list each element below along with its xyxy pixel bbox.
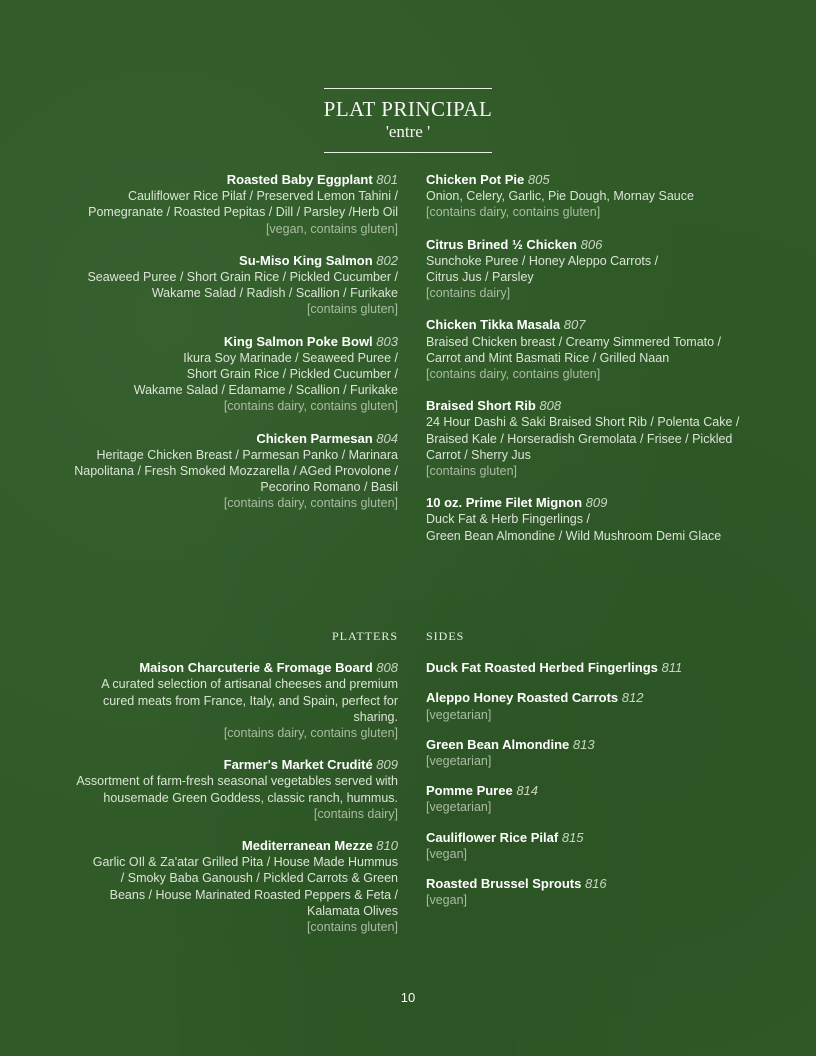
menu-item-description: housemade Green Goddess, classic ranch, hummus. — [103, 790, 398, 805]
menu-item-title — [426, 237, 786, 253]
menu-item-description: sharing. — [353, 709, 398, 724]
menu-item-title — [426, 737, 786, 753]
menu-item-dietary-note: [contains dairy, contains gluten] — [426, 205, 601, 220]
menu-item — [426, 783, 786, 815]
menu-item-number: 812 — [621, 690, 644, 706]
menu-item-title — [48, 838, 398, 854]
menu-item-name: Su-Miso King Salmon — [239, 252, 373, 268]
menu-item-description: Carrot / Sherry Jus — [426, 447, 531, 462]
menu-item-number: 810 — [376, 838, 398, 854]
menu-item-dietary-note: [contains dairy, contains gluten] — [223, 496, 398, 511]
menu-item-description: Green Bean Almondine / Wild Mushroom Demi Glace — [426, 528, 722, 543]
menu-item-number: 801 — [376, 172, 398, 187]
menu-item-name: King Salmon Poke Bowl — [223, 333, 373, 349]
menu-item-description: Napolitana / Fresh Smoked Mozzarella / AGed Provolone / — [74, 464, 398, 479]
menu-item — [48, 172, 398, 237]
menu-item-description: Wakame Salad / Radish / Scallion / Furikake — [151, 286, 398, 301]
menu-item-number: 816 — [584, 876, 607, 892]
menu-item — [426, 737, 786, 769]
header-top-rule — [324, 88, 492, 89]
menu-item-description: A curated selection of artisanal cheeses and premium — [101, 677, 398, 692]
menu-item-description: Assortment of farm-fresh seasonal vegetables served with — [76, 774, 398, 789]
page-number: 10 — [400, 990, 416, 1005]
menu-item-number: 802 — [376, 252, 398, 268]
menu-item-title — [48, 172, 398, 188]
menu-item-name: Chicken Parmesan — [256, 430, 373, 446]
menu-item-name: Green Bean Almondine — [426, 736, 570, 752]
menu-item — [426, 172, 786, 221]
menu-item-name: Roasted Baby Eggplant — [226, 172, 373, 187]
menu-item-description: 24 Hour Dashi & Saki Braised Short Rib / Polenta Cake / — [426, 415, 740, 430]
menu-item-title — [426, 398, 786, 414]
menu-item-dietary-note: [contains dairy, contains gluten] — [223, 399, 398, 414]
menu-item-number: 806 — [580, 236, 603, 252]
menu-item-description: Braised Kale / Horseradish Gremolata / Frisee / Pickled — [426, 431, 733, 446]
sides-list — [426, 660, 786, 908]
menu-item-title — [426, 660, 786, 676]
menu-item-name: Mediterranean Mezze — [241, 838, 373, 854]
menu-item — [48, 757, 398, 822]
menu-item-dietary-note: [contains gluten] — [426, 464, 518, 479]
menu-item-title — [48, 757, 398, 773]
menu-item-title — [426, 690, 786, 706]
menu-item-description: Onion, Celery, Garlic, Pie Dough, Mornay Sauce — [426, 189, 694, 204]
menu-item-description: Short Grain Rice / Pickled Cucumber / — [186, 367, 398, 382]
menu-item — [426, 398, 786, 479]
menu-item-dietary-note: [contains dairy, contains gluten] — [223, 726, 398, 741]
menu-item-description: Pecorino Romano / Basil — [260, 480, 398, 495]
menu-item-name: Chicken Pot Pie — [426, 172, 525, 187]
menu-item-description: Garlic OIl & Za'atar Grilled Pita / House Made Hummus — [92, 855, 398, 870]
menu-item — [426, 317, 786, 382]
page-title: PLAT PRINCIPAL — [323, 97, 493, 121]
menu-item — [48, 431, 398, 512]
menu-item-name: Duck Fat Roasted Herbed Fingerlings — [426, 660, 658, 676]
menu-item-description: Pomegranate / Roasted Pepitas / Dill / Parsley /Herb Oil — [88, 205, 398, 220]
menu-item-description: Sunchoke Puree / Honey Aleppo Carrots / — [426, 253, 659, 268]
menu-item-title — [48, 334, 398, 350]
menu-item-number: 811 — [661, 660, 683, 676]
menu-item-name: Pomme Puree — [426, 783, 513, 799]
menu-item-title — [426, 317, 786, 333]
menu-item-description: / Smoky Baba Ganoush / Pickled Carrots & Green — [120, 871, 398, 886]
menu-item-name: Cauliflower Rice Pilaf — [426, 829, 559, 845]
menu-item — [48, 660, 398, 741]
menu-item-number: 809 — [376, 757, 398, 773]
menu-item-name: Citrus Brined ½ Chicken — [426, 236, 577, 252]
menu-item-number: 808 — [539, 398, 562, 414]
menu-item-name: Farmer's Market Crudité — [223, 757, 373, 773]
section-header — [0, 88, 816, 153]
menu-item-dietary-note: [vegetarian] — [426, 754, 492, 769]
menu-item-number: 815 — [561, 829, 584, 845]
menu-item-description: Wakame Salad / Edamame / Scallion / Furikake — [133, 383, 398, 398]
menu-item-title — [426, 783, 786, 799]
menu-item-description: Heritage Chicken Breast / Parmesan Panko / Marinara — [96, 447, 398, 462]
mains-left-column — [48, 172, 398, 528]
menu-item-title — [426, 876, 786, 892]
menu-item-title — [48, 431, 398, 447]
menu-item-description: Ikura Soy Marinade / Seaweed Puree / — [183, 350, 398, 365]
platters-column — [48, 628, 398, 951]
menu-item-description: Citrus Jus / Parsley — [426, 270, 534, 285]
menu-item-number: 807 — [563, 317, 586, 333]
menu-item-description: Duck Fat & Herb Fingerlings / — [426, 512, 590, 527]
menu-item-title — [48, 253, 398, 269]
menu-item-title — [426, 830, 786, 846]
menu-item-number: 809 — [585, 495, 608, 511]
sides-label: SIDES — [426, 629, 465, 643]
menu-item-name: Roasted Brussel Sprouts — [426, 876, 582, 892]
menu-item — [48, 838, 398, 935]
page-subtitle: 'entre ' — [385, 122, 431, 141]
menu-item-name: Chicken Tikka Masala — [426, 317, 561, 333]
menu-item-description: Carrot and Mint Basmati Rice / Grilled Naan — [426, 350, 670, 365]
menu-item-dietary-note: [vegetarian] — [426, 707, 492, 722]
menu-item-title — [426, 172, 786, 188]
menu-item — [426, 690, 786, 722]
menu-item-name: 10 oz. Prime Filet Mignon — [426, 495, 583, 511]
menu-item-description: cured meats from France, Italy, and Spain, perfect for — [102, 693, 398, 708]
menu-item-dietary-note: [vegan] — [426, 893, 468, 908]
menu-item-name: Maison Charcuterie & Fromage Board — [139, 660, 373, 676]
menu-item-dietary-note: [contains dairy] — [313, 806, 398, 821]
menu-item — [48, 334, 398, 415]
menu-item — [426, 237, 786, 302]
mains-right-column — [426, 172, 786, 560]
menu-item-title — [426, 495, 786, 511]
platters-label: PLATTERS — [331, 629, 398, 643]
menu-item-description: Cauliflower Rice Pilaf / Preserved Lemon Tahini / — [127, 189, 398, 204]
header-bottom-rule — [324, 152, 492, 153]
menu-item — [426, 876, 786, 908]
menu-item-description: Seaweed Puree / Short Grain Rice / Pickled Cucumber / — [87, 270, 398, 285]
menu-item — [426, 830, 786, 862]
menu-item-description: Beans / House Marinated Roasted Peppers & Feta / — [109, 887, 398, 902]
menu-item-dietary-note: [contains dairy, contains gluten] — [426, 367, 601, 382]
menu-item-name: Aleppo Honey Roasted Carrots — [426, 690, 619, 706]
menu-item-number: 808 — [376, 660, 398, 676]
menu-item-number: 803 — [376, 333, 398, 349]
menu-item-number: 814 — [516, 783, 539, 799]
sides-column — [426, 628, 786, 922]
menu-item-dietary-note: [contains gluten] — [306, 920, 398, 935]
menu-item-number: 805 — [527, 172, 550, 187]
menu-item-dietary-note: [contains dairy] — [426, 286, 511, 301]
menu-item-name: Braised Short Rib — [426, 398, 536, 414]
menu-item-number: 804 — [376, 430, 398, 446]
menu-item — [48, 253, 398, 318]
menu-item-title — [48, 660, 398, 676]
menu-item-dietary-note: [vegetarian] — [426, 800, 492, 815]
menu-item-description: Kalamata Olives — [306, 903, 398, 918]
platters-list — [48, 660, 398, 935]
menu-item-dietary-note: [vegan, contains gluten] — [265, 221, 398, 236]
menu-item-number: 813 — [572, 736, 595, 752]
menu-item-dietary-note: [contains gluten] — [306, 302, 398, 317]
menu-item-description: Braised Chicken breast / Creamy Simmered Tomato / — [426, 334, 722, 349]
menu-item — [426, 495, 786, 544]
menu-item — [426, 660, 786, 676]
menu-item-dietary-note: [vegan] — [426, 846, 468, 861]
